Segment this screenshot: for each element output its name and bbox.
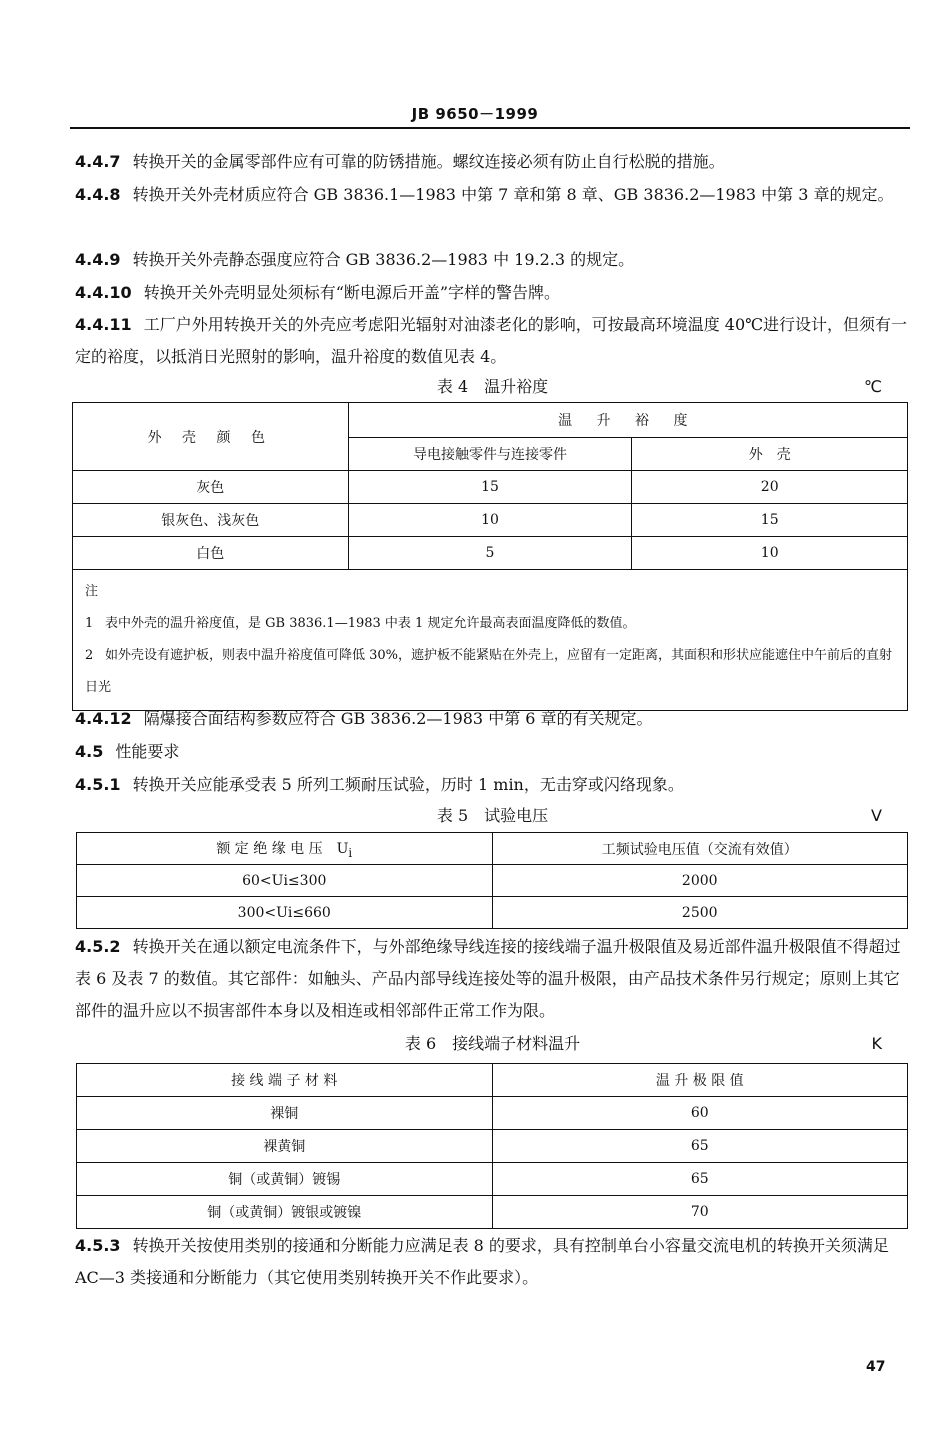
table6-header-limit: 温 升 极 限 值 xyxy=(492,1064,908,1097)
clause-4-5-2 xyxy=(75,931,910,1027)
section-4-5 xyxy=(75,736,910,768)
table-row xyxy=(73,504,908,537)
clause-number: 4.4.7 xyxy=(75,152,121,171)
table4-cell-color: 灰色 xyxy=(73,471,349,504)
clause-number: 4.5.2 xyxy=(75,937,121,956)
table6-caption: 表 6 接线端子材料温升 xyxy=(404,1034,581,1053)
table4-unit: ℃ xyxy=(864,377,882,396)
table6-cell-material: 铜（或黄铜）镀锡 xyxy=(77,1163,493,1196)
table-row xyxy=(77,865,908,897)
table5-header-rated-text: 额 定 绝 缘 电 压 U xyxy=(216,840,349,857)
clause-text: 转换开关外壳明显处须标有“断电源后开盖”字样的警告牌。 xyxy=(143,283,561,302)
table-row xyxy=(77,897,908,929)
clause-number: 4.4.10 xyxy=(75,283,132,302)
clause-number: 4.4.9 xyxy=(75,250,121,269)
clause-number: 4.4.8 xyxy=(75,185,121,204)
table5-header-rated xyxy=(77,833,493,865)
table4-cell-contact: 5 xyxy=(348,537,632,570)
clause-text: 隔爆接合面结构参数应符合 GB 3836.2—1983 中第 6 章的有关规定。 xyxy=(143,709,653,728)
table5-cell-value: 2000 xyxy=(492,865,908,897)
clause-number: 4.5.3 xyxy=(75,1236,121,1255)
clause-number: 4.4.12 xyxy=(75,709,132,728)
clause-text: 工厂户外用转换开关的外壳应考虑阳光辐射对油漆老化的影响，可按最高环境温度 40℃进行设计，但须有一定的裕度，以抵消日光照射的影响，温升裕度的数值见表 4。 xyxy=(75,315,908,366)
clause-4-4-10 xyxy=(75,277,910,309)
clause-number: 4.4.11 xyxy=(75,315,132,334)
note-text: 表中外壳的温升裕度值，是 GB 3836.1—1983 中表 1 规定允许最高表面温度降低的数值。 xyxy=(105,616,636,631)
table6-cell-material: 裸黄铜 xyxy=(77,1130,493,1163)
table5-header-test: 工频试验电压值（交流有效值） xyxy=(492,833,908,865)
table4-caption-row xyxy=(75,374,910,400)
table-row xyxy=(77,1130,908,1163)
header-rule xyxy=(70,127,910,129)
note-number: 1 xyxy=(85,616,94,631)
table6-cell-limit: 65 xyxy=(492,1163,908,1196)
table4-cell-contact: 10 xyxy=(348,504,632,537)
table-row xyxy=(73,537,908,570)
table4-cell-shell: 20 xyxy=(632,471,908,504)
note-item xyxy=(85,640,895,704)
table4-temperature-margin xyxy=(72,402,908,711)
clause-4-5-3 xyxy=(75,1230,910,1294)
table6-caption-row xyxy=(75,1031,910,1057)
clause-text: 性能要求 xyxy=(115,742,180,761)
table4-header-group: 温 升 裕 度 xyxy=(348,403,907,438)
table5-caption: 表 5 试验电压 xyxy=(436,806,549,825)
table5-header-rated-subscript: i xyxy=(348,845,353,860)
table4-cell-contact: 15 xyxy=(348,471,632,504)
clause-4-5-1 xyxy=(75,769,910,801)
table-row xyxy=(77,1196,908,1229)
clause-4-4-9 xyxy=(75,244,910,276)
table6-cell-material: 铜（或黄铜）镀银或镀镍 xyxy=(77,1196,493,1229)
note-title: 注 xyxy=(85,584,99,599)
clause-text: 转换开关应能承受表 5 所列工频耐压试验，历时 1 min，无击穿或闪络现象。 xyxy=(132,775,684,794)
clause-4-4-11 xyxy=(75,309,910,373)
clause-number: 4.5 xyxy=(75,742,104,761)
clause-text: 转换开关按使用类别的接通和分断能力应满足表 8 的要求，具有控制单台小容量交流电机的转换开关须满足 AC—3 类接通和分断能力（其它使用类别转换开关不作此要求）。 xyxy=(75,1236,889,1287)
table5-cell-value: 2500 xyxy=(492,897,908,929)
table4-cell-color: 银灰色、浅灰色 xyxy=(73,504,349,537)
table5-test-voltage xyxy=(76,832,908,929)
table4-header-color: 外 壳 颜 色 xyxy=(73,403,349,471)
note-text: 如外壳设有遮护板，则表中温升裕度值可降低 30%，遮护板不能紧贴在外壳上，应留有一定距离，其面积和形状应能遮住中午前后的直射日光 xyxy=(85,648,893,695)
table5-caption-row xyxy=(75,803,910,829)
table4-notes xyxy=(73,570,908,711)
table6-cell-limit: 60 xyxy=(492,1097,908,1130)
table-row xyxy=(77,1163,908,1196)
table4-cell-shell: 10 xyxy=(632,537,908,570)
table5-cell-range: 60<Ui≤300 xyxy=(77,865,493,897)
table6-terminal-temperature-rise xyxy=(76,1063,908,1229)
page-number: 47 xyxy=(866,1359,886,1375)
table4-cell-shell: 15 xyxy=(632,504,908,537)
clause-number: 4.5.1 xyxy=(75,775,121,794)
clause-4-4-8 xyxy=(75,179,910,211)
clause-4-4-12 xyxy=(75,703,910,735)
table4-cell-color: 白色 xyxy=(73,537,349,570)
table4-header-shell: 外 壳 xyxy=(632,438,908,471)
clause-text: 转换开关在通以额定电流条件下，与外部绝缘导线连接的接线端子温升极限值及易近部件温升极限值不得超过表 6 及表 7 的数值。其它部件：如触头、产品内部导线连接处等的温升极限，由产品技术条件另行规定；原则上其它部件的温升应以不损害部件本身以及相连或相邻部件正常工作为限。 xyxy=(75,937,901,1020)
table-row xyxy=(77,1097,908,1130)
note-number: 2 xyxy=(85,648,94,663)
table6-cell-material: 裸铜 xyxy=(77,1097,493,1130)
table4-caption: 表 4 温升裕度 xyxy=(436,377,549,396)
table6-cell-limit: 70 xyxy=(492,1196,908,1229)
clause-4-4-7 xyxy=(75,146,910,178)
table5-unit: V xyxy=(871,806,882,825)
table6-cell-limit: 65 xyxy=(492,1130,908,1163)
table-row xyxy=(73,471,908,504)
clause-text: 转换开关外壳材质应符合 GB 3836.1—1983 中第 7 章和第 8 章、GB 3836.2—1983 中第 3 章的规定。 xyxy=(132,185,894,204)
table5-cell-range: 300<Ui≤660 xyxy=(77,897,493,929)
table6-header-material: 接 线 端 子 材 料 xyxy=(77,1064,493,1097)
table4-header-contact: 导电接触零件与连接零件 xyxy=(348,438,632,471)
clause-text: 转换开关外壳静态强度应符合 GB 3836.2—1983 中 19.2.3 的规定。 xyxy=(132,250,635,269)
clause-text: 转换开关的金属零部件应有可靠的防锈措施。螺纹连接必须有防止自行松脱的措施。 xyxy=(132,152,725,171)
table6-unit: K xyxy=(871,1034,882,1053)
document-code-header: JB 9650－1999 xyxy=(411,105,539,123)
note-item xyxy=(85,608,895,640)
